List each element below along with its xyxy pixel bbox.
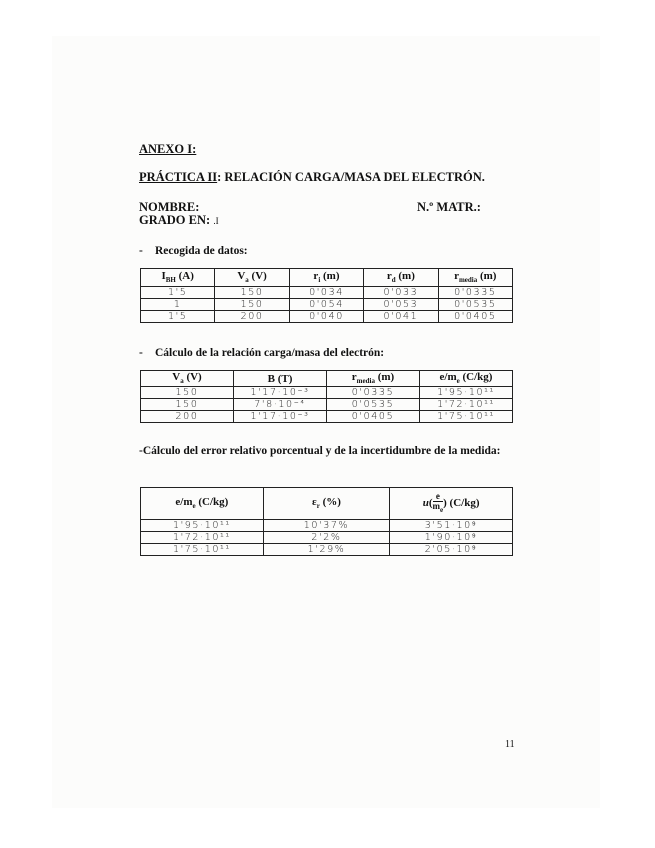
table-cell: 1'17·10⁻³ — [234, 411, 327, 423]
table-cell: 1'5 — [141, 311, 215, 323]
table-row — [141, 399, 513, 411]
table-cell: 0'041 — [364, 311, 438, 323]
data-table-2 — [140, 370, 513, 423]
table-cell: 1'72·10¹¹ — [141, 532, 264, 544]
grado-label — [139, 213, 219, 228]
section-2-title: - Cálculo de la relación carga/masa del electrón: — [139, 347, 385, 359]
col-va: $V_a$ (V) — [141, 371, 234, 387]
table-row — [141, 387, 513, 399]
table-header-row — [141, 371, 513, 387]
table-cell: 1 — [141, 299, 215, 311]
page-number: 11 — [505, 739, 515, 750]
table-row — [141, 532, 513, 544]
table-cell: 10'37% — [263, 520, 389, 532]
table-row — [141, 411, 513, 423]
table-row — [141, 287, 513, 299]
col-rmedia: $r_{media}$ (m) — [327, 371, 420, 387]
table-cell: 1'90·10⁹ — [390, 532, 513, 544]
section-1-text: Recogida de datos: — [155, 245, 248, 257]
section-3-text: Cálculo del error relativo porcentual y de la incertidumbre de la medida: — [142, 445, 501, 457]
table-cell: 2'05·10⁹ — [390, 544, 513, 556]
table-cell: 0'0335 — [327, 387, 420, 399]
table-cell: 0'0535 — [438, 299, 512, 311]
nombre-label: NOMBRE: — [139, 200, 200, 214]
table-cell: 200 — [215, 311, 289, 323]
col-va: $V_a$ (V) — [215, 269, 289, 287]
matricula-label: N.º MATR.: — [417, 200, 481, 214]
table-header-row — [141, 269, 513, 287]
data-table-3 — [140, 487, 513, 556]
table-cell: 0'040 — [289, 311, 363, 323]
section-1-title: - Recogida de datos: — [139, 245, 248, 257]
grado-text: GRADO EN: — [139, 213, 211, 227]
table-cell: 1'17·10⁻³ — [234, 387, 327, 399]
table-cell: 1'95·10¹¹ — [141, 520, 264, 532]
annex-title: ANEXO I: — [139, 142, 197, 156]
table-row — [141, 311, 513, 323]
table-cell: 0'053 — [364, 299, 438, 311]
table-cell: 0'0535 — [327, 399, 420, 411]
table-cell: 1'29% — [263, 544, 389, 556]
table-cell: 3'51·10⁹ — [390, 520, 513, 532]
col-ri: $r_i$ (m) — [289, 269, 363, 287]
col-ibh: $I_{BH}$ (A) — [141, 269, 215, 287]
table-cell: 200 — [141, 411, 234, 423]
table-cell: 1'72·10¹¹ — [420, 399, 513, 411]
table-cell: 2'2% — [263, 532, 389, 544]
practice-subtitle: : RELACIÓN CARGA/MASA DEL ELECTRÓN. — [217, 170, 485, 184]
practice-label: PRÁCTICA II — [139, 170, 218, 184]
table-cell: 150 — [215, 287, 289, 299]
section-3-title: -Cálculo del error relativo porcentual y de la incertidumbre de la medida: — [139, 445, 501, 457]
table-cell: 1'75·10¹¹ — [141, 544, 264, 556]
table-row — [141, 520, 513, 532]
table-cell: 0'054 — [289, 299, 363, 311]
col-rd: $r_d$ (m) — [364, 269, 438, 287]
table-cell: 150 — [215, 299, 289, 311]
table-cell: 150 — [141, 399, 234, 411]
col-er: $\varepsilon_r$ (%) — [263, 488, 389, 520]
table-cell: 0'034 — [289, 287, 363, 299]
table-header-row — [141, 488, 513, 520]
col-b: B (T) — [234, 371, 327, 387]
table-cell: 1'5 — [141, 287, 215, 299]
table-cell: 7'8·10⁻⁴ — [234, 399, 327, 411]
table-cell: 0'0405 — [327, 411, 420, 423]
col-rmedia: $r_{media}$ (m) — [438, 269, 512, 287]
col-e-me: $e/m_e$ (C/kg) — [141, 488, 264, 520]
data-table-1 — [140, 268, 513, 323]
table-row — [141, 544, 513, 556]
table-cell: 1'75·10¹¹ — [420, 411, 513, 423]
table-cell: 1'95·10¹¹ — [420, 387, 513, 399]
table-cell: 0'0405 — [438, 311, 512, 323]
table-row — [141, 299, 513, 311]
section-2-text: Cálculo de la relación carga/masa del electrón: — [155, 347, 385, 359]
practice-title — [139, 170, 485, 185]
col-e-me: $e/m_e$ (C/kg) — [420, 371, 513, 387]
table-cell: 0'0335 — [438, 287, 512, 299]
table-cell: 0'033 — [364, 287, 438, 299]
col-uncertainty: u( $\frac{e}{m_e}$ ) (C/kg) — [390, 488, 513, 520]
grado-value: .I — [213, 216, 219, 226]
table-cell: 150 — [141, 387, 234, 399]
